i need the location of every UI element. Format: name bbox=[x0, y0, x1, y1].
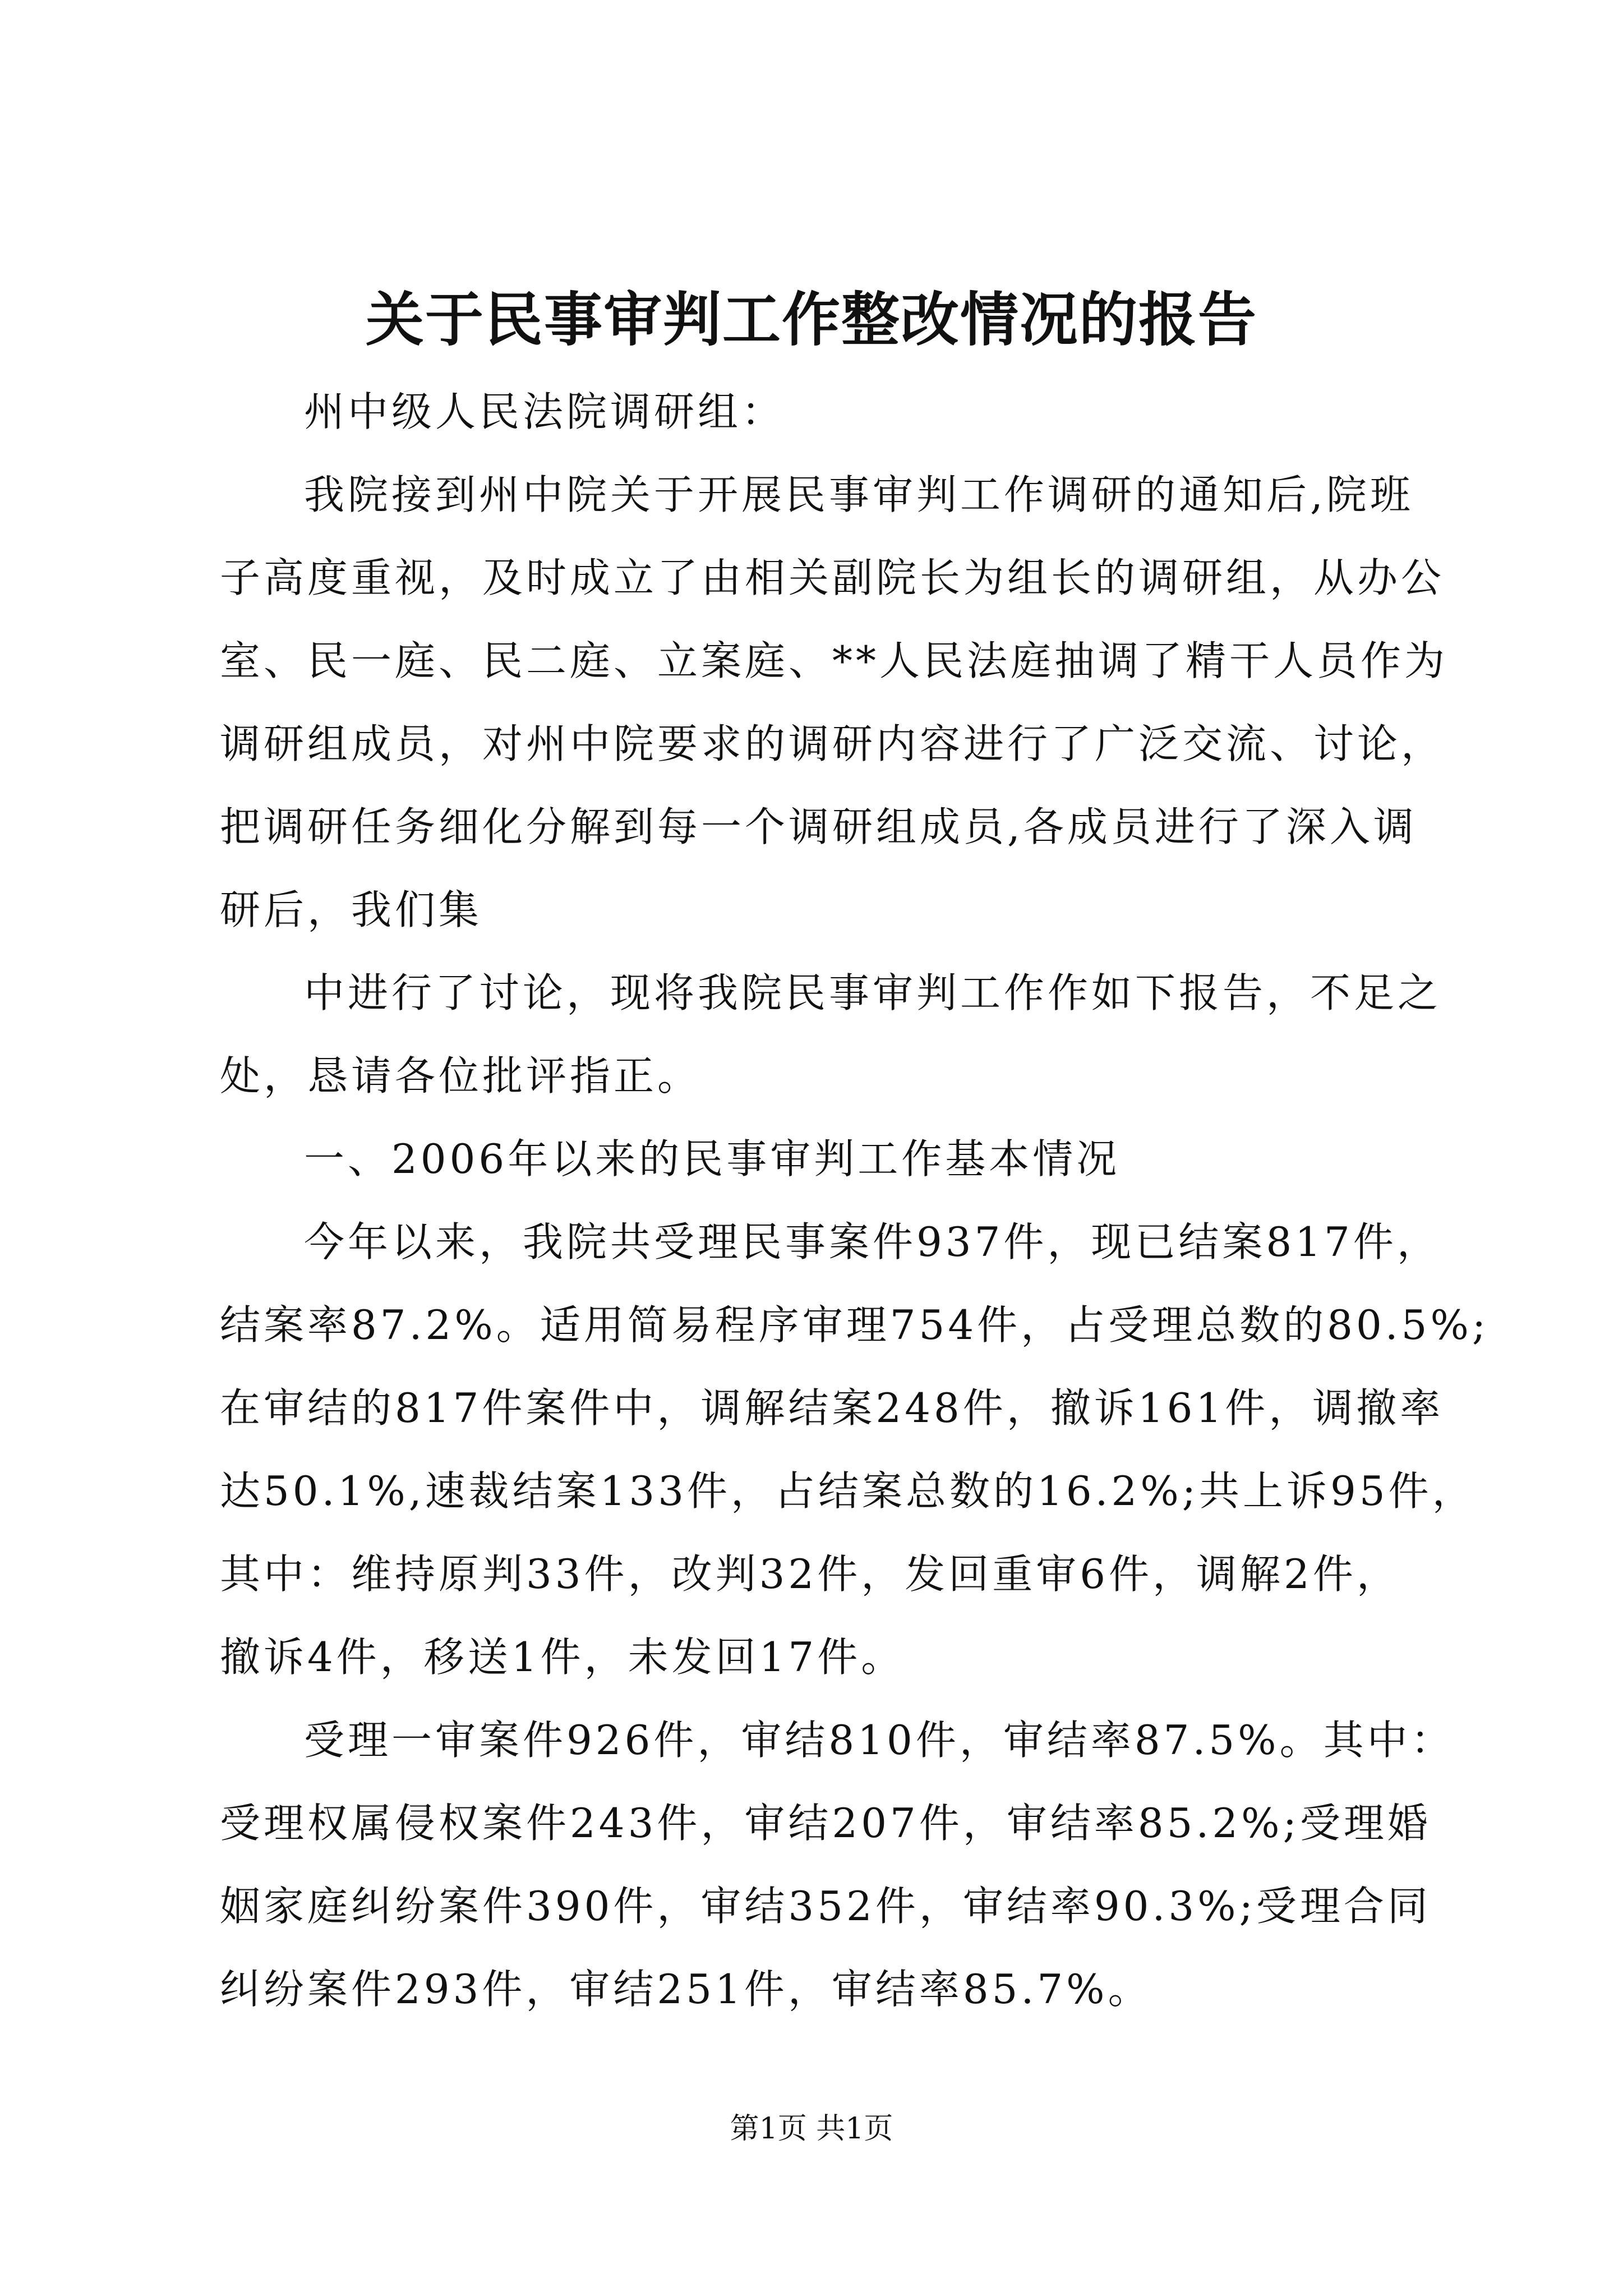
body-line: 州中级人民法院调研组： bbox=[304, 388, 786, 435]
body-line: 我院接到州中院关于开展民事审判工作调研的通知后,院班 bbox=[304, 471, 1414, 518]
body-line: 姻家庭纠纷案件390件，审结352件，审结率90.3%;受理合同 bbox=[220, 1883, 1431, 1930]
body-line: 研后，我们集 bbox=[220, 886, 483, 933]
body-line: 受理一审案件926件，审结810件，审结率87.5%。其中： bbox=[304, 1717, 1455, 1764]
body-line: 中进行了讨论，现将我院民事审判工作作如下报告，不足之 bbox=[304, 969, 1442, 1016]
body-line: 在审结的817件案件中，调解结案248件，撤诉161件，调撤率 bbox=[220, 1384, 1444, 1432]
body-line: 把调研任务细化分解到每一个调研组成员,各成员进行了深入调 bbox=[220, 803, 1417, 850]
section-heading: 一、2006年以来的民事审判工作基本情况 bbox=[304, 1135, 1121, 1182]
body-line: 其中：维持原判33件，改判32件，发回重审6件，调解2件， bbox=[220, 1550, 1400, 1598]
page-number-footer: 第1页 共1页 bbox=[730, 2112, 893, 2146]
body-line: 调研组成员，对州中院要求的调研内容进行了广泛交流、讨论， bbox=[220, 720, 1445, 767]
body-line: 处，恳请各位批评指正。 bbox=[220, 1052, 702, 1099]
body-line: 今年以来，我院共受理民事案件937件，现已结案817件， bbox=[304, 1218, 1441, 1266]
document-body bbox=[220, 370, 1490, 2031]
body-line: 子高度重视，及时成立了由相关副院长为组长的调研组，从办公 bbox=[220, 554, 1445, 601]
body-line: 结案率87.2%。适用简易程序审理754件，占受理总数的80.5%; bbox=[220, 1301, 1490, 1349]
body-line: 达50.1%,速裁结案133件，占结案总数的16.2%;共上诉95件， bbox=[220, 1467, 1476, 1515]
document-title: 关于民事审判工作整改情况的报告 bbox=[365, 285, 1257, 354]
body-line: 撤诉4件，移送1件，未发回17件。 bbox=[220, 1634, 905, 1681]
body-line: 室、民一庭、民二庭、立案庭、**人民法庭抽调了精干人员作为 bbox=[220, 637, 1449, 684]
body-line: 受理权属侵权案件243件，审结207件，审结率85.2%;受理婚 bbox=[220, 1800, 1431, 1847]
body-line: 纠纷案件293件，审结251件，审结率85.7%。 bbox=[220, 1966, 1152, 2013]
